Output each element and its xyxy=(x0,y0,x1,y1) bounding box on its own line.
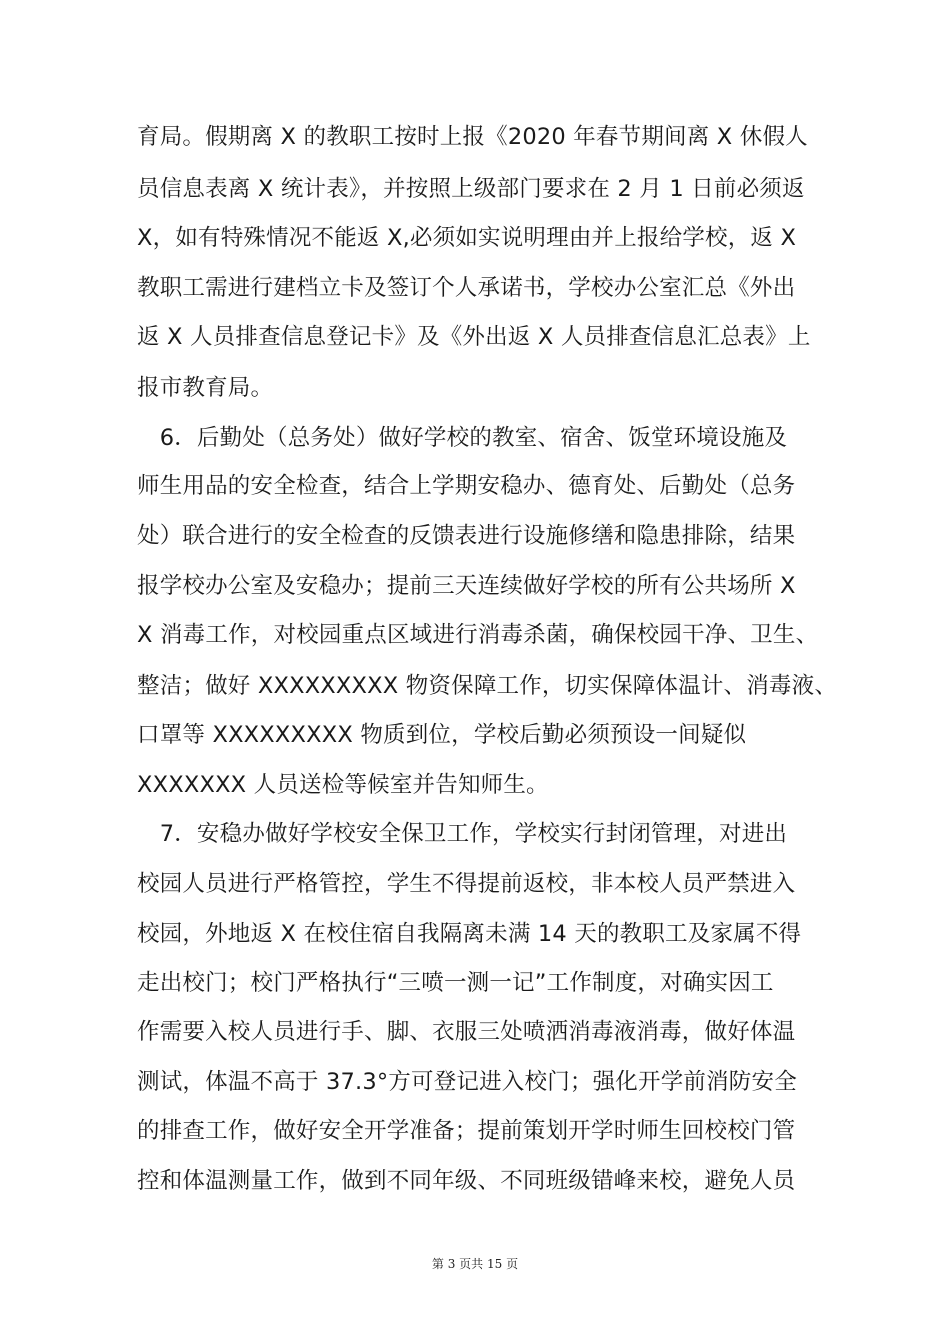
text-line: XXXXXXX 人员送检等候室并告知师生。 xyxy=(137,772,549,798)
text-line: 控和体温测量工作，做到不同年级、不同班级错峰来校，避免人员 xyxy=(137,1168,796,1194)
text-line: 6．后勤处（总务处）做好学校的教室、宿舍、饭堂环境设施及 xyxy=(137,425,788,451)
text-line: 报市教育局。 xyxy=(137,375,274,401)
text-line: X，如有特殊情况不能返 X,必须如实说明理由并上报给学校，返 X xyxy=(137,225,797,251)
page-number-footer: 第 3 页共 15 页 xyxy=(431,1257,519,1271)
text-line: 作需要入校人员进行手、脚、衣服三处喷洒消毒液消毒，做好体温 xyxy=(137,1019,796,1045)
text-line: 员信息表离 X 统计表》，并按照上级部门要求在 2 月 1 日前必须返 xyxy=(137,176,805,202)
text-line: 测试，体温不高于 37.3°方可登记进入校门；强化开学前消防安全 xyxy=(137,1069,797,1095)
text-line: 走出校门；校门严格执行“三喷一测一记”工作制度，对确实因工 xyxy=(137,970,774,996)
text-line: 教职工需进行建档立卡及签订个人承诺书，学校办公室汇总《外出 xyxy=(137,275,796,301)
text-line: 的排查工作，做好安全开学准备；提前策划开学时师生回校校门管 xyxy=(137,1118,796,1144)
text-line: X 消毒工作，对校园重点区域进行消毒杀菌，确保校园干净、卫生、 xyxy=(137,622,819,648)
text-line: 师生用品的安全检查，结合上学期安稳办、德育处、后勤处（总务 xyxy=(137,473,796,499)
text-line: 报学校办公室及安稳办；提前三天连续做好学校的所有公共场所 X xyxy=(137,573,796,599)
text-line: 校园人员进行严格管控，学生不得提前返校，非本校人员严禁进入 xyxy=(137,871,796,897)
text-line: 7．安稳办做好学校安全保卫工作，学校实行封闭管理，对进出 xyxy=(137,821,788,847)
text-line: 返 X 人员排查信息登记卡》及《外出返 X 人员排查信息汇总表》上 xyxy=(137,324,811,350)
text-line: 整洁；做好 XXXXXXXXX 物资保障工作，切实保障体温计、消毒液、 xyxy=(137,673,838,699)
text-line: 处）联合进行的安全检查的反馈表进行设施修缮和隐患排除，结果 xyxy=(137,523,796,549)
text-line: 口罩等 XXXXXXXXX 物质到位，学校后勤必须预设一间疑似 xyxy=(137,722,747,748)
text-line: 校园，外地返 X 在校住宿自我隔离未满 14 天的教职工及家属不得 xyxy=(137,921,802,947)
text-line: 育局。假期离 X 的教职工按时上报《2020 年春节期间离 X 休假人 xyxy=(137,124,808,150)
